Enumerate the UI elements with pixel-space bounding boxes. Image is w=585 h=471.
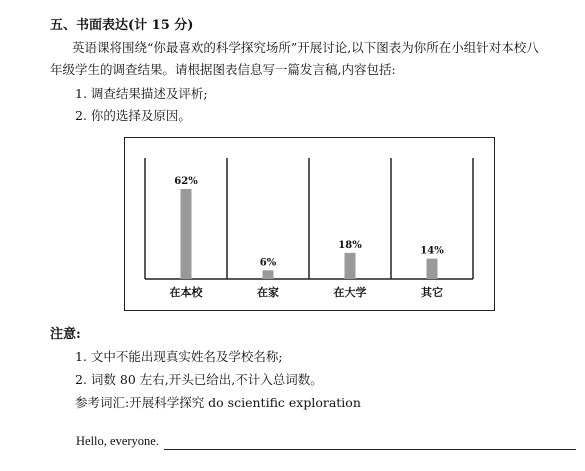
- vocab-note: 参考词汇:开展科学探究 do scientific exploration: [75, 395, 361, 410]
- note-1: 1. 文中不能出现真实姓名及学校名称;: [75, 349, 283, 364]
- category-label-4: 其它: [421, 286, 443, 299]
- category-label-3: 在大学: [333, 286, 367, 299]
- opening-text: Hello, everyone.: [76, 434, 159, 448]
- data-label-3: 18%: [338, 239, 362, 251]
- answer-line[interactable]: [164, 449, 576, 450]
- intro-line-2: 年级学生的调查结果。请根据图表信息写一篇发言稿,内容包括:: [50, 62, 396, 77]
- category-label-2: 在家: [257, 286, 279, 299]
- requirement-1: 1. 调查结果描述及评析;: [75, 86, 208, 101]
- bar-2: [263, 270, 274, 279]
- data-label-4: 14%: [420, 245, 444, 257]
- data-label-1: 62%: [174, 176, 198, 187]
- bar-4: [427, 259, 438, 279]
- note-2: 2. 词数 80 左右,开头已给出,不计入总词数。: [75, 372, 323, 387]
- data-label-2: 6%: [259, 257, 277, 269]
- bar-1: [181, 189, 192, 279]
- requirement-2: 2. 你的选择及原因。: [75, 108, 191, 123]
- intro-line-1: 英语课将围绕“你最喜欢的科学探究场所”开展讨论,以下图表为你所在小组针对本校八: [72, 40, 539, 55]
- section-title: 五、书面表达(计 15 分): [50, 18, 194, 33]
- bar-3: [345, 253, 356, 279]
- notes-title: 注意:: [50, 327, 81, 342]
- bar-chart: [124, 137, 495, 311]
- category-label-1: 在本校: [169, 286, 203, 299]
